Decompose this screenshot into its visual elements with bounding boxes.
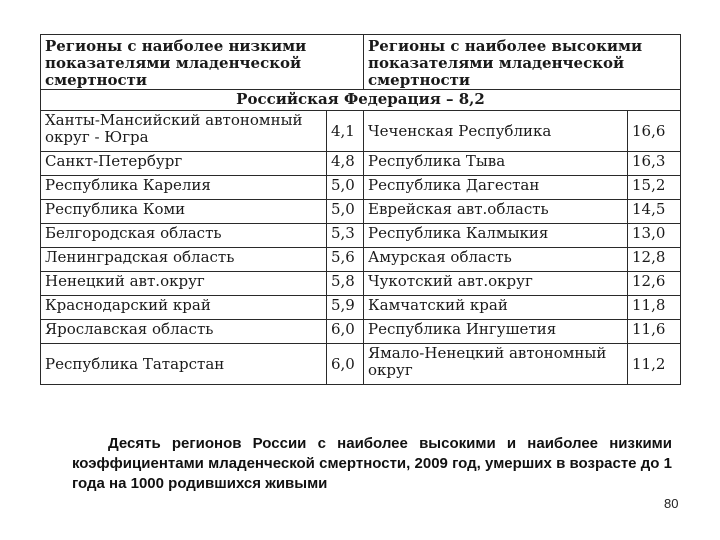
high-region-cell: Камчатский край bbox=[364, 296, 628, 320]
table-row bbox=[41, 200, 681, 224]
high-region-cell: Амурская область bbox=[364, 248, 628, 272]
low-region-cell: Санкт-Петербург bbox=[41, 152, 327, 176]
table-row bbox=[41, 320, 681, 344]
high-value-cell: 11,2 bbox=[628, 344, 681, 385]
high-value-cell: 14,5 bbox=[628, 200, 681, 224]
high-region-cell: Чеченская Республика bbox=[364, 111, 628, 152]
high-region-cell: Республика Ингушетия bbox=[364, 320, 628, 344]
table-row bbox=[41, 152, 681, 176]
high-value-cell: 11,8 bbox=[628, 296, 681, 320]
header-highest-regions: Регионы с наиболее высокими показателями младенческой смертности bbox=[364, 35, 681, 90]
low-region-cell: Республика Татарстан bbox=[41, 344, 327, 385]
high-region-cell: Республика Тыва bbox=[364, 152, 628, 176]
table-row bbox=[41, 111, 681, 152]
low-region-cell: Белгородская область bbox=[41, 224, 327, 248]
low-value-cell: 6,0 bbox=[327, 320, 364, 344]
table-row bbox=[41, 176, 681, 200]
high-region-cell: Еврейская авт.область bbox=[364, 200, 628, 224]
low-region-cell: Республика Коми bbox=[41, 200, 327, 224]
high-value-cell: 16,6 bbox=[628, 111, 681, 152]
low-region-cell: Ленинградская область bbox=[41, 248, 327, 272]
table-row bbox=[41, 248, 681, 272]
low-value-cell: 6,0 bbox=[327, 344, 364, 385]
russian-federation-row: Российская Федерация – 8,2 bbox=[41, 90, 681, 111]
high-value-cell: 12,6 bbox=[628, 272, 681, 296]
high-value-cell: 13,0 bbox=[628, 224, 681, 248]
low-value-cell: 5,3 bbox=[327, 224, 364, 248]
high-region-cell: Ямало-Ненецкий автономный округ bbox=[364, 344, 628, 385]
high-value-cell: 16,3 bbox=[628, 152, 681, 176]
table-row bbox=[41, 224, 681, 248]
low-value-cell: 5,0 bbox=[327, 200, 364, 224]
page-number: 80 bbox=[664, 496, 679, 511]
header-lowest-regions: Регионы с наиболее низкими показателями младенческой смертности bbox=[41, 35, 364, 90]
high-value-cell: 11,6 bbox=[628, 320, 681, 344]
low-region-cell: Ярославская область bbox=[41, 320, 327, 344]
low-region-cell: Краснодарский край bbox=[41, 296, 327, 320]
high-value-cell: 12,8 bbox=[628, 248, 681, 272]
low-value-cell: 5,8 bbox=[327, 272, 364, 296]
low-region-cell: Ненецкий авт.округ bbox=[41, 272, 327, 296]
infant-mortality-table bbox=[40, 34, 681, 385]
low-value-cell: 4,1 bbox=[327, 111, 364, 152]
table-row bbox=[41, 272, 681, 296]
low-region-cell: Республика Карелия bbox=[41, 176, 327, 200]
low-value-cell: 5,0 bbox=[327, 176, 364, 200]
table-row bbox=[41, 344, 681, 385]
low-region-cell: Ханты-Мансийский автономный округ - Югра bbox=[41, 111, 327, 152]
low-value-cell: 5,9 bbox=[327, 296, 364, 320]
high-value-cell: 15,2 bbox=[628, 176, 681, 200]
high-region-cell: Республика Дагестан bbox=[364, 176, 628, 200]
low-value-cell: 5,6 bbox=[327, 248, 364, 272]
high-region-cell: Республика Калмыкия bbox=[364, 224, 628, 248]
table-row bbox=[41, 296, 681, 320]
low-value-cell: 4,8 bbox=[327, 152, 364, 176]
high-region-cell: Чукотский авт.округ bbox=[364, 272, 628, 296]
caption-text: Десять регионов России с наиболее высокими и наиболее низкими коэффициентами младенческой смертности, 2009 год, умерших в возрасте до 1 года на 1000 родившихся живыми bbox=[72, 435, 672, 492]
table-caption bbox=[72, 434, 672, 494]
